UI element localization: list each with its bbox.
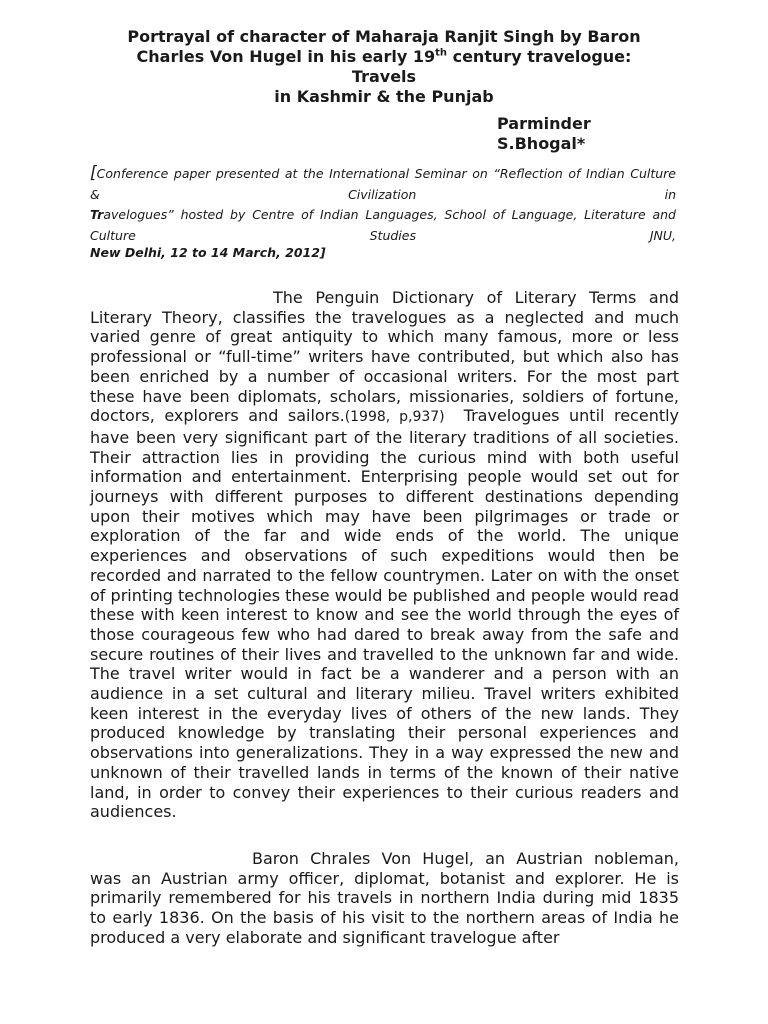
title-superscript: th (435, 47, 448, 59)
conference-note-bold-tr: Tr (90, 207, 104, 222)
conference-note-line-1 (90, 163, 676, 185)
title-line-3: Travels (351, 67, 417, 86)
author-line-2: S.Bhogal* (497, 134, 586, 153)
conference-note-line-3 (90, 205, 676, 226)
author-line-1: Parminder (497, 114, 591, 133)
title-line-4: in Kashmir & the Punjab (274, 87, 494, 106)
open-bracket: [ (90, 163, 97, 183)
paragraph-1-text-a: The Penguin Dictionary of Literary Terms and Literary Theory, classifies the travelogues as a neglected and much varied genre of great antiquity to which many famous, more or less professional or “full-time” writers have contributed, but which also has been enriched by a number of occasional writers. For the most part these have been diplomats, scholars, missionaries, soldiers of fortune, doctors, explorers and sailors. (90, 288, 679, 426)
body-paragraph-1 (90, 288, 679, 822)
conference-note-line-2: & Civilization in (90, 186, 676, 202)
title-line-2 (95, 47, 673, 67)
paragraph-1-text-b: Travelogues until recently have been very significant part of the literary traditions of all societies. Their attraction lies in providing the curious mind with both useful information and entertainment. Enterprising people would set out for journeys with different purposes to different destinations depending upon their motives which may have been pilgrimages or trade or exploration of the far and wide ends of the world. The unique experiences and observations of such expeditions would then be recorded and narrated to the fellow countrymen. Later on with the onset of printing technologies these would be published and people would read these with keen interest to know and see the world through the eyes of those courageous few who had dared to break away from the safe and secure routines of their lives and travelled to the unknown far and wide. The travel writer would in fact be a wanderer and a person with an audience in a set cultural and literary milieu. Travel writers exhibited keen interest in the everyday lives of others of the new lands. They produced knowledge by translating their personal experiences and observations into generalizations. They in a way expressed the new and unknown of their travelled lands in terms of the known of their native land, in order to convey their experiences to their curious readers and audiences. (90, 406, 680, 822)
title-line-2-start: Charles Von Hugel in his early 19 (136, 47, 436, 66)
author-name (497, 114, 697, 154)
title-line-2-end: century travelogue: (447, 47, 632, 66)
body-paragraph-2: Baron Chrales Von Hugel, an Austrian nobleman, was an Austrian army officer, diplomat, botanist and explorer. He is primarily remembered for his travels in northern India during mid 1835 to early 1836. On the basis of his visit to the northern areas of India he produced a very elaborate and significant travelogue after (90, 849, 679, 947)
conference-note-line-1-text: Conference paper presented at the International Seminar on “Reflection of Indian Culture (96, 166, 676, 181)
conference-note-line-4: Culture Studies JNU, (90, 227, 676, 243)
title-line-1: Portrayal of character of Maharaja Ranjit Singh by Baron (127, 27, 641, 46)
conference-note (90, 163, 676, 246)
document-title (95, 27, 673, 107)
conference-venue-date: New Delhi, 12 to 14 March, 2012] (90, 245, 326, 260)
conference-note-line-3-text: avelogues” hosted by Centre of Indian Languages, School of Language, Literature and (103, 207, 676, 222)
paragraph-1-citation: (1998, p,937) (344, 409, 445, 426)
